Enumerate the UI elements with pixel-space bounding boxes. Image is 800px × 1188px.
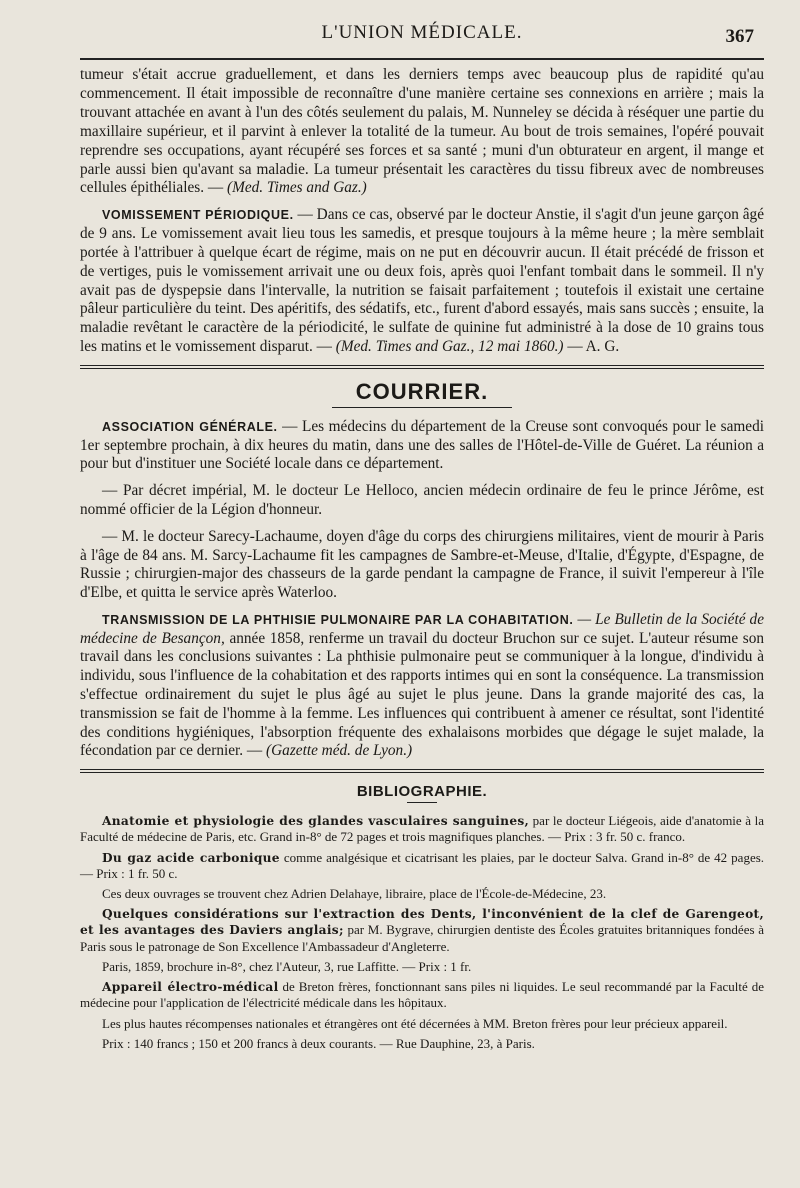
bib-entry-text: Paris, 1859, brochure in-8°, chez l'Auteur, 3, rue Laffitte. — Prix : 1 fr. (102, 958, 472, 974)
vomissement-signature: — A. G. (567, 337, 620, 355)
bibliographie-list (80, 813, 764, 1051)
bib-entry (80, 979, 764, 1010)
decret-paragraph: — Par décret impérial, M. le docteur Le Helloco, ancien médecin ordinaire de feu le prince Jérôme, est nommé officier de la Légion d'honneur. (80, 482, 764, 518)
courrier-title: COURRIER. (355, 378, 489, 404)
vomissement-paragraph (80, 206, 764, 356)
transmission-text: année 1858, renferme un travail du docteur Bruchon sur ce sujet. L'auteur résume son travail dans les conclusions suivantes : La phthisie pulmonaire peut se communiquer à la longue, d'individu à individu, sous l'influence de la cohabitation et des rapports intimes qui en sont la conséquence. La transmission s'effectue ordinairement du sujet le plus âgé au sujet le plus jeune. Dans la grande majorité des cas, la transmission se fait de l'homme à la femme. Les influences qui contribuent à amener ce résultat, sont l'identité des conditions hygiéniques, l'absorption fréquente des exhalaisons morbides que dégage le sujet malade, la fécondation par ce dernier. — (80, 629, 765, 760)
association-paragraph (80, 418, 764, 474)
association-heading: ASSOCIATION GÉNÉRALE. (102, 419, 278, 434)
courrier-title-rule (332, 407, 512, 408)
bibliographie-title: BIBLIOGRAPHIE. (356, 783, 488, 801)
bib-entry (80, 959, 764, 974)
bib-entry-text: de Breton frères, fonctionnant sans piles ni liquides. Le seul recommandé par la Faculté de médecine pour l'application de l'électricité médicale dans les hôpitaux. (80, 979, 764, 1011)
bib-entry-text: Ces deux ouvrages se trouvent chez Adrien Delahaye, libraire, place de l'École-de-Médecine, 23. (102, 886, 607, 902)
bibliographie-title-rule (407, 802, 437, 803)
bib-entry-lead: Du gaz acide carbonique (102, 850, 280, 865)
tumeur-text: tumeur s'était accrue graduellement, et dans les derniers temps avec beaucoup plus de rapidité qu'au commencement. Il était impossible de reconnaître d'une manière certaine ses connexions en arrière ; mais la trouvant attachée en avant à l'un des côtés seulement du palais, M. Nunneley se décida à réséquer une partie du maxillaire supérieur, et il parvint à enlever la totalité de la tumeur. Au bout de trois semaines, l'opéré pouvait reprendre ses occupations, ayant récupéré ses forces et sa santé ; muni d'un obturateur en argent, il mange et parle aussi bien qu'avant sa maladie. La tumeur présentait les caractères du tissu fibreux avec de nombreuses cellules épithéliales. — (80, 66, 764, 197)
transmission-source: (Gazette méd. de Lyon.) (266, 742, 413, 760)
header-rule (80, 58, 764, 60)
bib-entry (80, 1016, 764, 1031)
association-text: — Les médecins du département de la Creuse sont convoqués pour le samedi 1er septembre prochain, à dix heures du matin, dans une des salles de l'Hôtel-de-Ville de Guéret. La réunion a pour but d'instituer une Société locale dans ce département. (80, 417, 764, 473)
bib-entry-text: par le docteur Liégeois, aide d'anatomie à la Faculté de médecine de Paris, etc. Grand in-8° de 72 pages et trois magnifiques planches. — Prix : 3 fr. 50 c. franco. (80, 813, 765, 845)
bib-entry-lead: Appareil électro-médical (102, 980, 279, 995)
bib-entry-text: comme analgésique et cicatrisant les plaies, par le docteur Salva. Grand in-8° de 42 pages. — Prix : 1 fr. 50 c. (80, 849, 765, 881)
journal-title: L'UNION MÉDICALE. (321, 22, 523, 43)
tumeur-paragraph (80, 66, 764, 198)
vomissement-text: — Dans ce cas, observé par le docteur Anstie, il s'agit d'un jeune garçon âgé de 9 ans. Le vomissement avait lieu tous les samedis, et presque toujours à la même heure ; la mère semblait portée à l'attribuer à quelque écart de régime, mais on ne put en découvrir aucun. Il était précédé de frisson et de vertiges, puis le vomissement arrivait une ou deux fois, après quoi l'enfant tombait dans le sommeil. Il n'y avait pas de dyspepsie dans l'intervalle, la nutrition se faisait parfaitement ; toutefois il existait une certaine pâleur particulière du teint. Des apéritifs, des sédatifs, etc., furent d'abord essayés, mais sans succès ; ensuite, la maladie revêtant le caractère de la périodicité, le sulfate de quinine fut administré à la dose de 10 grains tous les matins et le vomissement disparut. — (80, 206, 764, 355)
bib-entry-lead: Quelques considérations sur l'extraction des Dents, l'inconvénient de la clef de Garengeot, et les avantages des Daviers anglais; (80, 907, 764, 938)
bib-entry (80, 886, 764, 901)
page-number: 367 (725, 26, 754, 47)
running-head (80, 22, 764, 56)
transmission-paragraph (80, 611, 764, 761)
bib-entry-text: par M. Bygrave, chirurgien dentiste des Écoles gratuites britanniques fondées à Paris sous le patronage de Son Excellence l'Ambassadeur d'Angleterre. (80, 922, 764, 954)
bib-entry (80, 1036, 764, 1051)
bib-entry-text: Prix : 140 francs ; 150 et 200 francs à deux courants. — Rue Dauphine, 23, à Paris. (102, 1035, 535, 1051)
tumeur-source: (Med. Times and Gaz.) (226, 179, 367, 197)
section-divider (80, 365, 764, 369)
bib-entry (80, 850, 764, 881)
sarecy-paragraph: — M. le docteur Sarecy-Lachaume, doyen d'âge du corps des chirurgiens militaires, vient de mourir à Paris à l'âge de 84 ans. M. Sarcy-Lachaume fit les campagnes de Sambre-et-Meuse, d'Italie, d'Égypte, d'Espagne, de Russie ; chirurgien-major des chasseurs de la garde pendant la campagne de France, il suivit l'empereur à l'île d'Elbe, et quitta le service après Waterloo. (80, 527, 764, 602)
vomissement-source: (Med. Times and Gaz., 12 mai 1860.) (335, 337, 564, 355)
bibliographie-divider (80, 769, 764, 773)
bib-entry (80, 813, 764, 844)
bib-entry-text: Les plus hautes récompenses nationales et étrangères ont été décernées à MM. Breton frères pour leur précieux appareil. (102, 1015, 728, 1031)
bib-entry (80, 906, 764, 954)
bib-entry-lead: Anatomie et physiologie des glandes vasculaires sanguines, (102, 814, 530, 829)
transmission-heading: TRANSMISSION DE LA PHTHISIE PULMONAIRE PAR LA COHABITATION. (102, 612, 574, 627)
vomissement-heading: VOMISSEMENT PÉRIODIQUE. (102, 208, 294, 223)
transmission-bulletin: — Le Bulletin de la Société de médecine de Besançon, (80, 610, 764, 647)
